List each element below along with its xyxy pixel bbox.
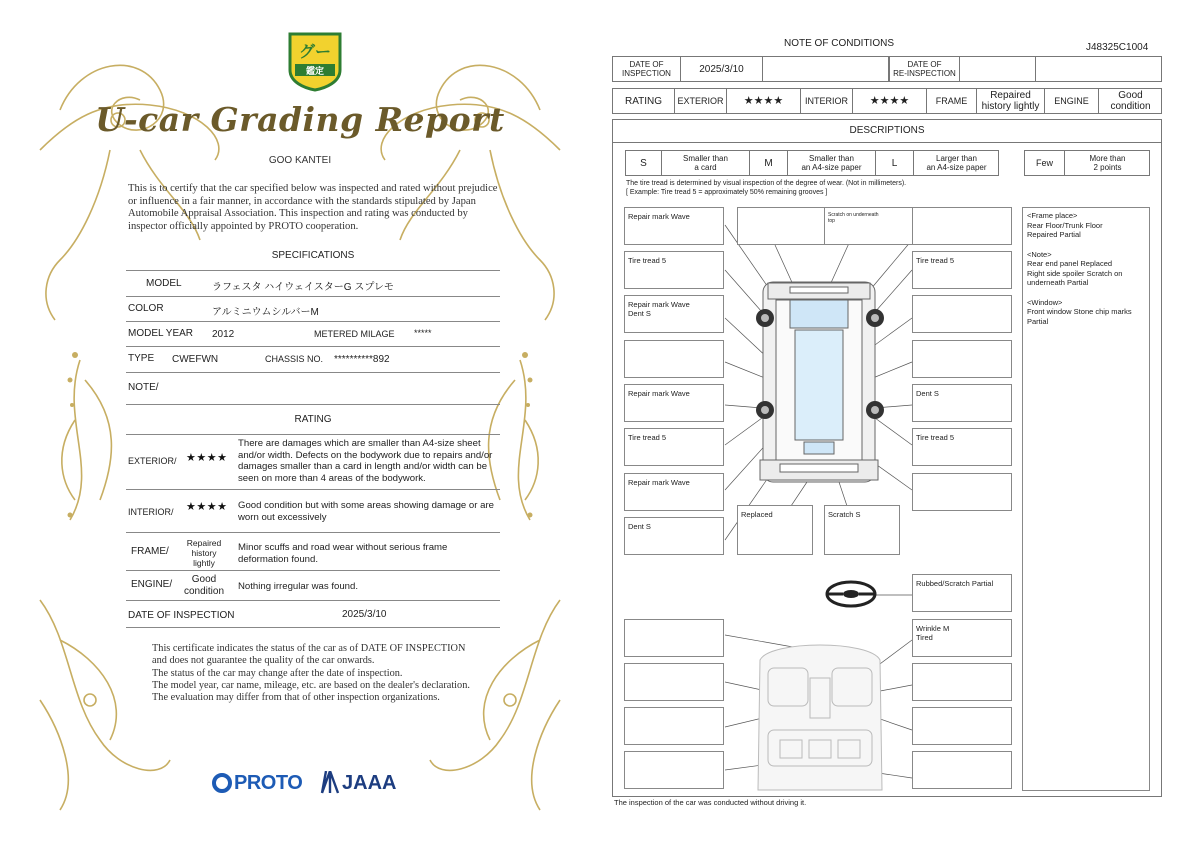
chassis-label: CHASSIS NO. — [265, 354, 324, 364]
note-box-scratch-underneath: Scratch on underneath top — [824, 207, 924, 245]
remarks-panel — [1022, 207, 1150, 791]
engine-label: ENGINE/ — [131, 579, 173, 590]
exterior-label: EXTERIOR/ — [128, 456, 177, 466]
note-box-rear-door-left: Repair mark Wave — [624, 384, 724, 422]
model-label: MODEL — [146, 278, 182, 289]
legend-m: M — [750, 151, 788, 175]
svg-text:グー: グー — [298, 42, 332, 61]
note-box-rear-left: Repair mark Wave — [624, 473, 724, 511]
rating-heading: RATING — [294, 414, 332, 425]
rating-label: RATING — [613, 89, 675, 113]
tire-tread-note: The tire tread is determined by visual inspection of the degree of wear. (Not in millimeters). [ Example: Tire tread 5 = approximately 50% remaining grooves ] — [626, 180, 907, 196]
model-year-label: MODEL YEAR — [128, 328, 194, 339]
report-title: U-car Grading Report — [95, 100, 505, 139]
interior-description: Good condition but with some areas showing damage or are worn out excessively — [238, 500, 494, 523]
date-of-inspection-value: 2025/3/10 — [342, 609, 387, 620]
frame-value: Repaired history lightly — [186, 538, 222, 568]
legend-s: S — [626, 151, 662, 175]
note-of-conditions — [600, 0, 1200, 848]
inspection-footer-note: The inspection of the car was conducted without driving it. — [614, 798, 807, 807]
engine-value: Good condition — [1110, 90, 1151, 112]
interior-stars: ★★★★ — [853, 89, 927, 113]
note-box-empty — [737, 207, 837, 245]
frame-place-note: <Frame place> Rear Floor/Trunk Floor Repaired Partial — [1027, 211, 1103, 239]
note-box-tire-front-left: Tire tread 5 — [624, 251, 724, 289]
note-box-replaced: Replaced — [737, 505, 813, 555]
certificate-disclaimer: This certificate indicates the status of the car as of DATE OF INSPECTION and does not guarantee the quality of the car onwards. The status of the car may change after the date of inspection. The model year, car name, mileage, etc. are based on the dealer's declaration. The evaluation may differ from that of other inspection organizations. — [152, 643, 470, 704]
exterior-stars: ★★★★ — [186, 452, 228, 464]
steering-wheel-icon — [827, 582, 875, 606]
note-box-front-left: Repair mark Wave — [624, 207, 724, 245]
report-subtitle: GOO KANTEI — [268, 155, 332, 166]
note-label: NOTE/ — [128, 382, 159, 393]
note-box-empty — [624, 340, 724, 378]
note-box-empty — [624, 751, 724, 789]
note-box-empty — [624, 619, 724, 657]
general-note: <Note> Rear end panel Replaced Right side spoiler Scratch on underneath Partial — [1027, 249, 1123, 287]
model-year-value: 2012 — [212, 329, 235, 340]
specifications-heading: SPECIFICATIONS — [271, 250, 355, 261]
note-box-tire-front-right: Tire tread 5 — [912, 251, 1012, 289]
note-box-empty — [912, 707, 1012, 745]
window-note: <Window> Front window Stone chip marks Partial — [1027, 297, 1132, 326]
model-value: ラフェスタ ハイウェイスターG スプレモ — [212, 282, 394, 293]
note-box-tire-rear-left: Tire tread 5 — [624, 428, 724, 466]
jaaa-logo-text: JAAA — [342, 772, 397, 794]
svg-text:鑑定: 鑑定 — [305, 67, 325, 77]
frame-value: Repaired history lightly — [977, 89, 1045, 113]
legend-l: L — [876, 151, 914, 175]
proto-logo-icon — [212, 773, 232, 793]
note-box-empty — [912, 473, 1012, 511]
note-box-empty — [912, 295, 1012, 333]
legend-l-desc: Larger than an A4-size paper — [926, 154, 987, 172]
jaaa-logo-icon — [320, 771, 340, 795]
note-box-empty — [912, 207, 1012, 245]
exterior-description: There are damages which are smaller than A4-size sheet and/or width. Defects on the bodywork due to repairs and/or damages smaller than a card in length and/or width can be seen on more than 4 areas of the bodywork. — [238, 438, 493, 484]
legend-s-desc: Smaller than a card — [662, 151, 750, 175]
exterior-label: EXTERIOR — [675, 89, 727, 113]
legend-few: Few — [1025, 151, 1065, 175]
engine-description: Nothing irregular was found. — [238, 581, 358, 592]
chassis-value: **********892 — [334, 354, 390, 365]
note-box-scratch-s: Scratch S — [824, 505, 900, 555]
type-value: CWEFWN — [172, 354, 219, 365]
engine-value: Good condition — [183, 574, 225, 597]
interior-label: INTERIOR/ — [128, 507, 174, 517]
legend-few-desc: More than 2 points — [1089, 154, 1126, 172]
color-label: COLOR — [128, 303, 164, 314]
type-label: TYPE — [128, 353, 155, 364]
date-of-inspection-label: DATE OF INSPECTION — [613, 57, 681, 81]
note-box-tire-rear-right: Tire tread 5 — [912, 428, 1012, 466]
note-box-empty — [624, 707, 724, 745]
frame-description: Minor scuffs and road wear without serious frame deformation found. — [238, 542, 448, 565]
frame-label: FRAME — [927, 89, 977, 113]
color-value: アルミニウムシルバーM — [212, 307, 319, 318]
conditions-title: NOTE OF CONDITIONS — [784, 38, 894, 49]
metered-mileage-label: METERED MILAGE — [314, 329, 395, 339]
exterior-stars: ★★★★ — [727, 89, 801, 113]
note-box-rear-bottom-left: Dent S — [624, 517, 724, 555]
date-of-inspection-label: DATE OF INSPECTION — [128, 610, 235, 621]
proto-logo-text: PROTO — [234, 772, 303, 794]
report-id: J48325C1004 — [1086, 42, 1149, 53]
legend-m-desc: Smaller than an A4-size paper — [788, 151, 876, 175]
note-box-front-door-left: Repair mark Wave Dent S — [624, 295, 724, 333]
note-box-empty — [912, 663, 1012, 701]
interior-stars: ★★★★ — [186, 501, 228, 513]
note-box-empty — [912, 751, 1012, 789]
descriptions-heading: DESCRIPTIONS — [612, 119, 1162, 143]
note-box-rear-door-right: Dent S — [912, 384, 1012, 422]
certification-intro: This is to certify that the car specified below was inspected and rated without prejudice or influence in a fair manner, in accordance with the standards stipulated by Japan Automobile Appraisal Association. This inspection and rating was conducted by inspector officially appointed by PROTO cooperation. — [128, 183, 498, 232]
engine-label: ENGINE — [1045, 89, 1099, 113]
note-box-steering: Rubbed/Scratch Partial — [912, 574, 1012, 612]
interior-label: INTERIOR — [801, 89, 853, 113]
frame-label: FRAME/ — [131, 546, 169, 557]
note-box-empty — [624, 663, 724, 701]
note-box-empty — [912, 340, 1012, 378]
date-of-inspection-value: 2025/3/10 — [681, 57, 763, 81]
goo-kantei-badge-icon — [286, 30, 344, 92]
note-box-seat: Wrinkle M Tired — [912, 619, 1012, 657]
re-inspection-label: DATE OF RE-INSPECTION — [890, 57, 960, 81]
metered-mileage-value: ***** — [414, 328, 432, 338]
